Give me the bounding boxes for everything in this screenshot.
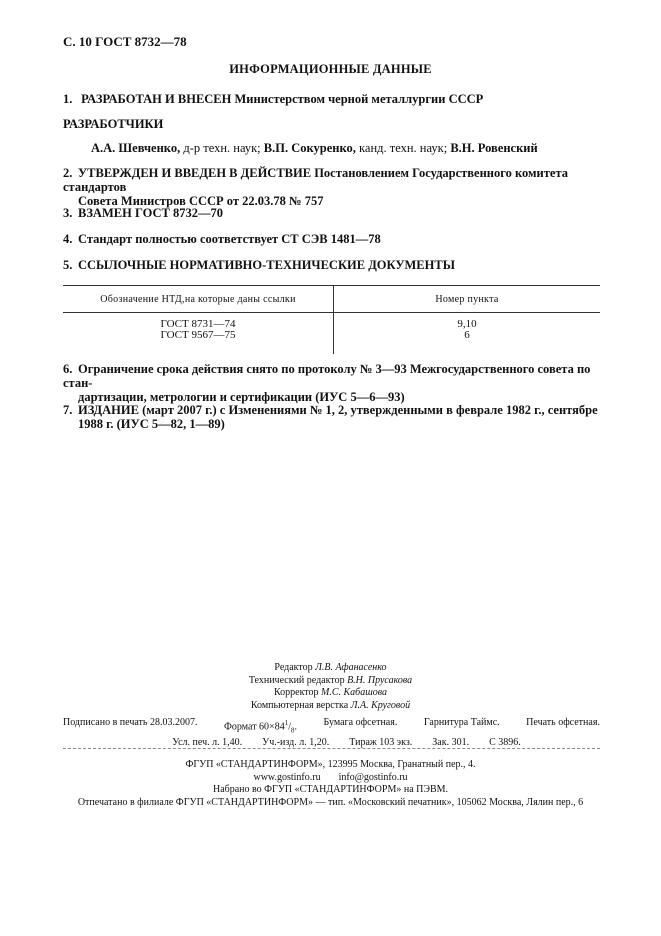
order-info: Зак. 301. (432, 736, 470, 748)
item-text: Министерством черной металлургии СССР (234, 92, 484, 106)
reference-table (63, 285, 600, 354)
credit-person: М.С. Кабашова (321, 687, 388, 698)
item-text: Ограничение срока действия снято по протоколу № 3—93 Межгосударственного совета по стан- (63, 362, 591, 390)
format-info: Формат $60\times 84^1/_8$. (224, 719, 297, 735)
item-text-continued: дартизации, метрологии и сертификации (ИУС 5—6—93) (78, 390, 405, 404)
item-text: ИЗДАНИЕ (март 2007 г.) с Изменениями № 1, 2, утвержденными в феврале 1982 г., сентябре (78, 403, 598, 417)
item-lead: УТВЕРЖДЕН И ВВЕДЕН В ДЕЙСТВИЕ (78, 166, 312, 180)
pub-sheets-info: Уч.-изд. л. 1,20. (262, 736, 330, 748)
printed-note: Отпечатано в филиале ФГУП «СТАНДАРТИНФОРМ» — тип. «Московский печатник», 105062 Москва, Лялин пер., 6 (77, 796, 584, 808)
item-number: 2. (63, 166, 73, 180)
item-text-continued: 1988 г. (ИУС 5—82, 1—89) (78, 417, 225, 431)
credit-role: Корректор (273, 687, 319, 698)
publisher-info (0, 759, 661, 809)
developers-heading: РАЗРАБОТЧИКИ (63, 117, 164, 131)
table-cell-documents (63, 313, 334, 355)
sheets-info: Усл. печ. л. 1,40. (172, 736, 243, 748)
credit-role: Редактор (274, 662, 313, 673)
developers-list (91, 141, 538, 156)
table-header-document: Обозначение НТД,на которые даны ссылки (63, 286, 334, 313)
item-reference-documents (63, 258, 603, 272)
item-edition (63, 403, 603, 431)
publisher-email: info@gostinfo.ru (338, 771, 408, 783)
table-header-point: Номер пункта (334, 286, 601, 313)
item-approved (63, 166, 603, 208)
item-number: 6. (63, 362, 73, 376)
item-text: ССЫЛОЧНЫЕ НОРМАТИВНО-ТЕХНИЧЕСКИЕ ДОКУМЕНТЫ (78, 258, 455, 272)
publisher-contacts (0, 772, 661, 785)
item-number: 1. (63, 92, 73, 106)
credit-line (0, 687, 661, 700)
typeface-info: Гарнитура Таймс. (423, 717, 500, 728)
document-designation: ГОСТ 9567—75 (160, 329, 236, 341)
point-number: 6 (464, 329, 470, 341)
document-designation: ГОСТ 8731—74 (160, 318, 236, 330)
developer-name: В.Н. Ровенский (450, 141, 538, 155)
page-header: С. 10 ГОСТ 8732—78 (63, 34, 187, 49)
credit-line (0, 700, 661, 713)
print-info (63, 717, 600, 749)
publisher-website: www.gostinfo.ru (253, 771, 321, 783)
paper-info: Бумага офсетная. (323, 717, 398, 728)
divider-line (63, 748, 600, 749)
item-number: 3. (63, 206, 73, 220)
developer-name: В.П. Сокуренко, (263, 141, 356, 155)
developer-name: А.А. Шевченко, (91, 141, 181, 155)
code-info: С 3896. (489, 736, 521, 748)
table-cell-points (334, 313, 601, 355)
credit-person: В.Н. Прусакова (347, 674, 413, 686)
item-validity (63, 362, 603, 404)
item-number: 7. (63, 403, 73, 417)
item-text: ВЗАМЕН ГОСТ 8732—70 (78, 206, 223, 220)
printing-info: Печать офсетная. (526, 717, 600, 728)
item-number: 5. (63, 258, 73, 272)
document-title: ИНФОРМАЦИОННЫЕ ДАННЫЕ (229, 62, 432, 76)
print-info-row (63, 717, 600, 737)
item-text: Стандарт полностью соответствует СТ СЭВ 1481—78 (78, 232, 381, 246)
table-row (63, 313, 600, 355)
item-text-continued: Совета Министров СССР от 22.03.78 № 757 (78, 194, 324, 208)
credit-role: Компьютерная верстка (250, 699, 349, 711)
typeset-note: Набрано во ФГУП «СТАНДАРТИНФОРМ» на ПЭВМ. (212, 784, 449, 795)
item-lead: РАЗРАБОТАН И ВНЕСЕН (81, 92, 232, 106)
developer-degree: канд. техн. наук; (359, 141, 448, 155)
item-developed (63, 92, 603, 106)
developer-degree: д-р техн. наук; (183, 141, 261, 155)
credit-person: Л.В. Афанасенко (315, 662, 387, 673)
run-info: Тираж 103 экз. (349, 736, 413, 748)
item-conformity (63, 232, 603, 246)
point-number: 9,10 (457, 318, 477, 330)
publisher-address: ФГУП «СТАНДАРТИНФОРМ», 123995 Москва, Гранатный пер., 4. (185, 759, 476, 770)
credit-line (0, 675, 661, 688)
credit-person: Л.А. Круговой (350, 699, 411, 711)
item-number: 4. (63, 232, 73, 246)
item-text: Постановлением Государственного комитета стандартов (63, 166, 568, 194)
signed-date: Подписано в печать 28.03.2007. (63, 717, 198, 728)
credit-role: Технический редактор (248, 674, 345, 686)
item-replaces (63, 206, 603, 220)
credit-line (0, 662, 661, 675)
editorial-credits (0, 662, 661, 712)
